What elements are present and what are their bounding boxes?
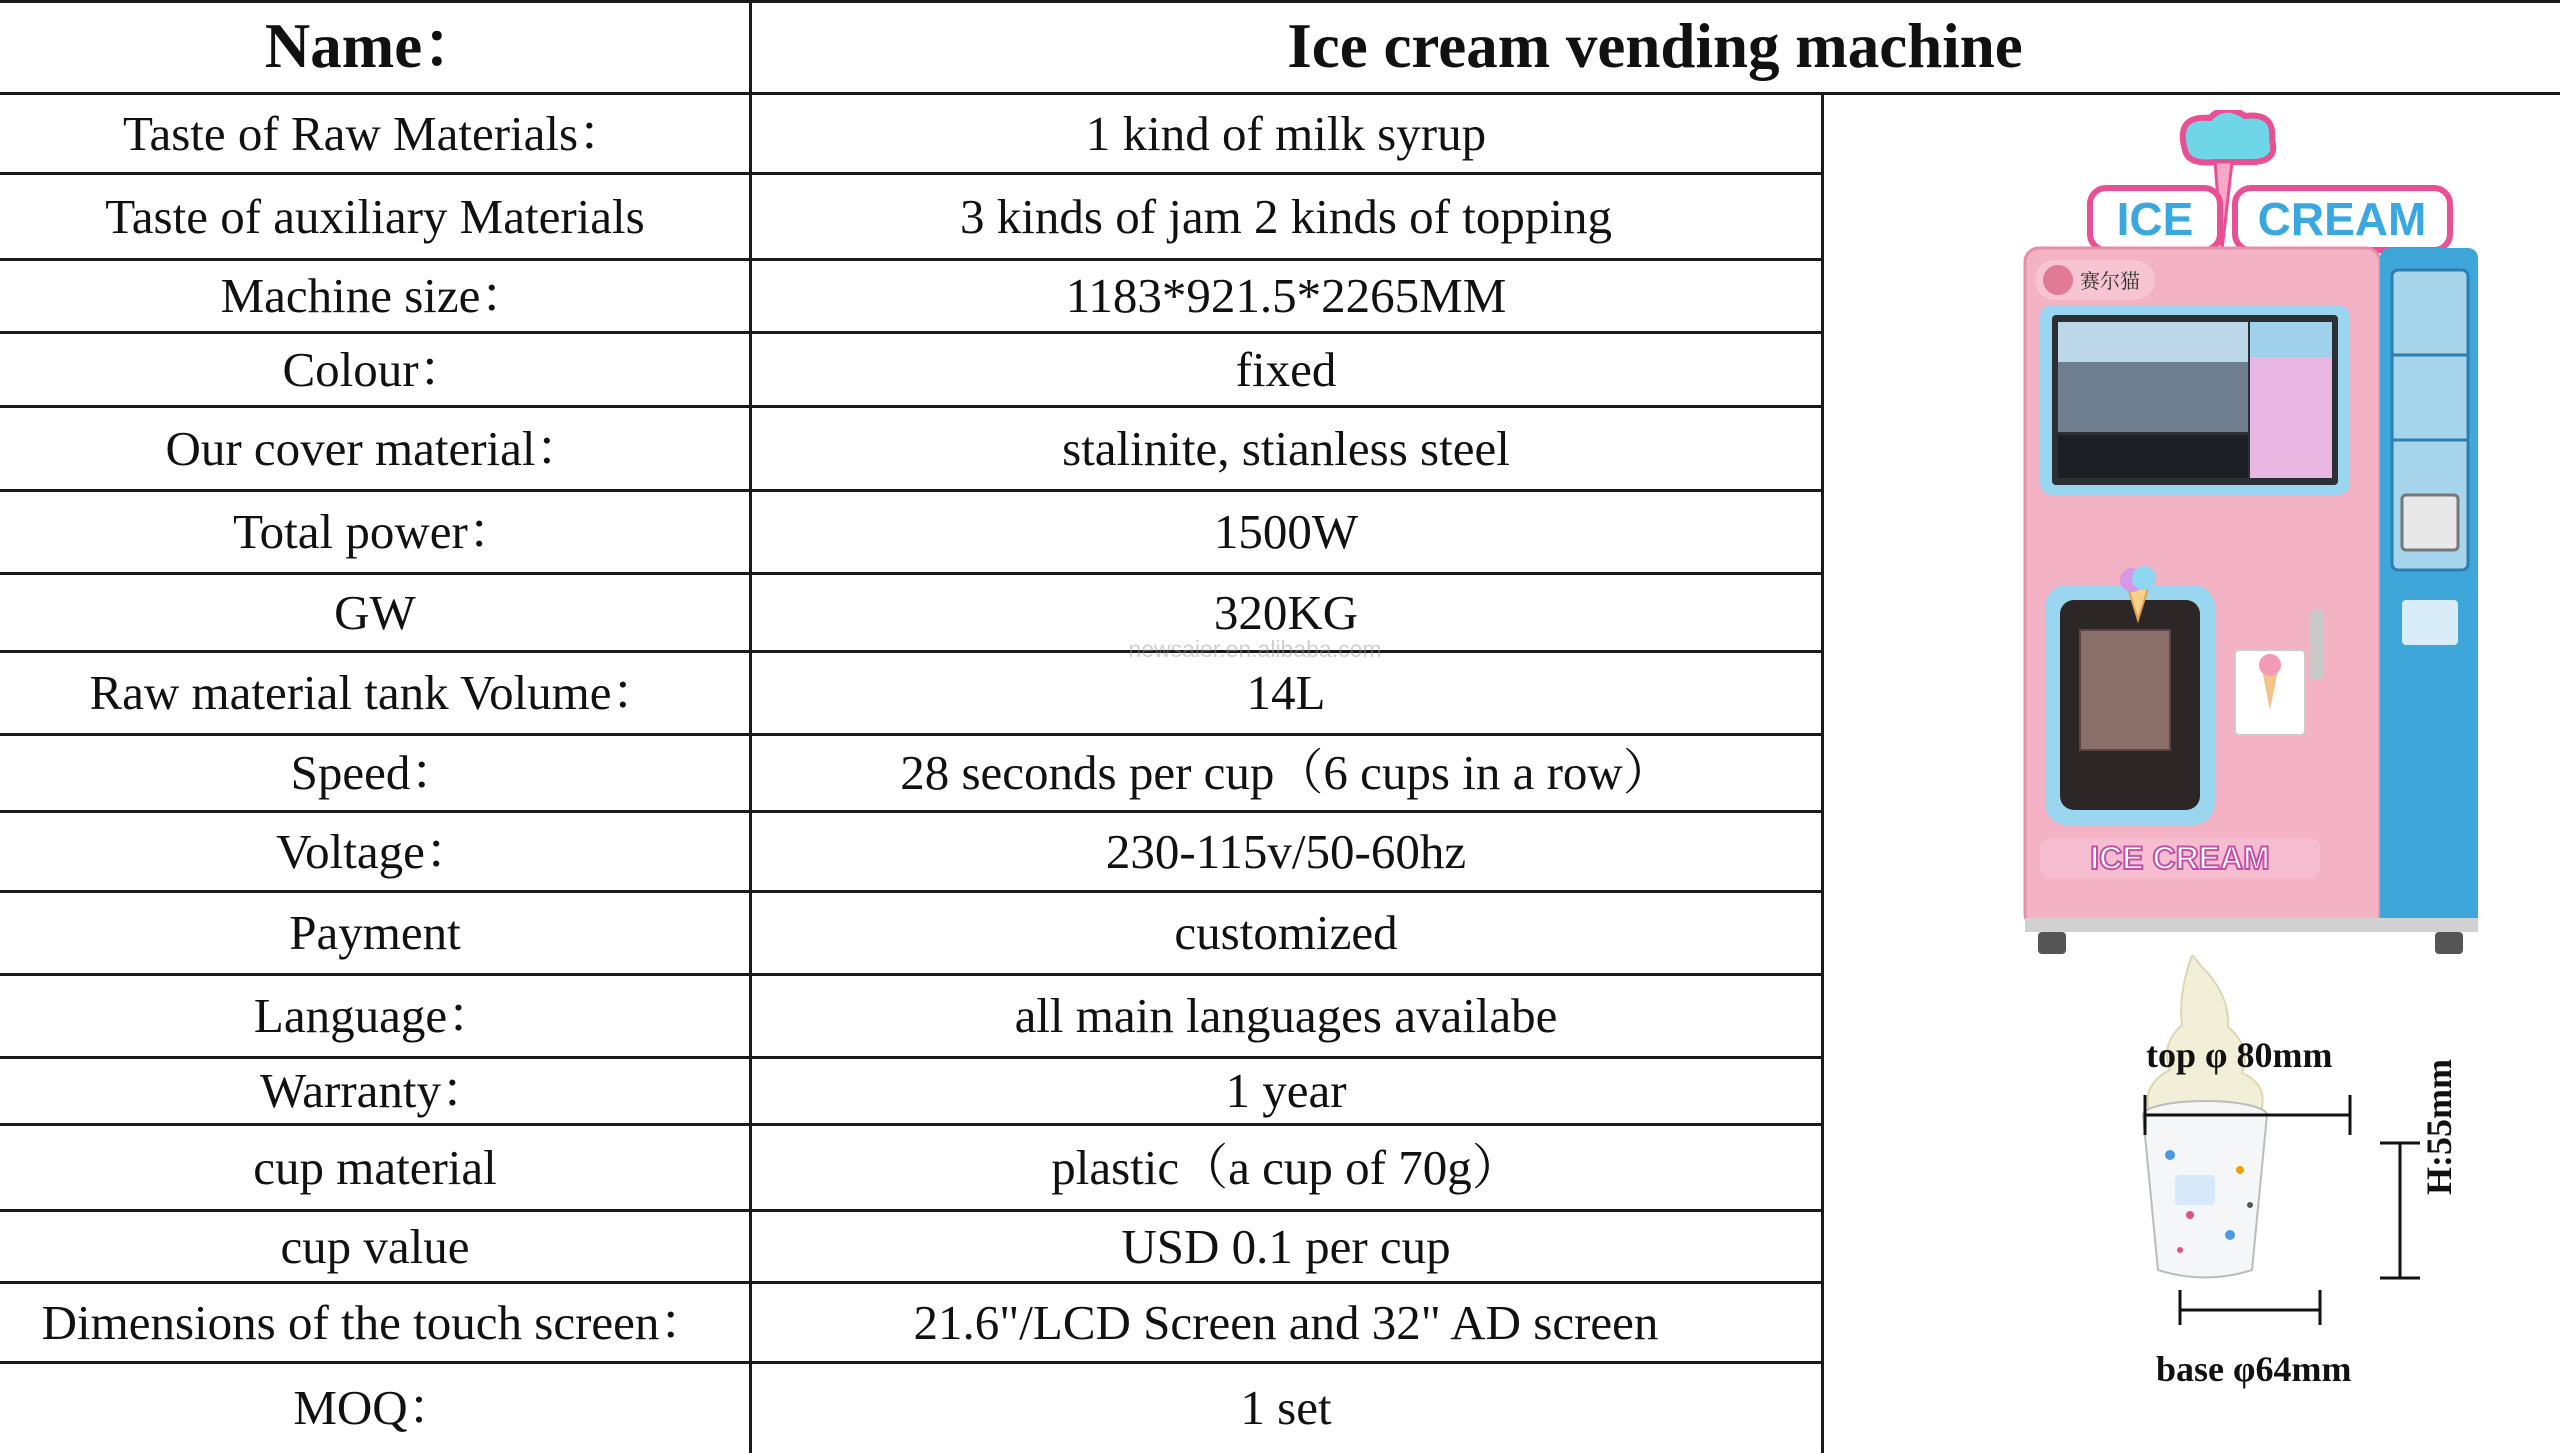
column-divider (1821, 93, 1824, 1453)
bottom-sign-text: ICE CREAM (2090, 840, 2270, 876)
spec-value: 28 seconds per cup（6 cups in a row） (900, 745, 1672, 800)
spec-label: cup material (253, 1139, 497, 1195)
spec-label: Raw material tank Volume： (89, 665, 661, 720)
spec-value: stalinite, stianless steel (1062, 420, 1510, 476)
spec-label: Warranty： (259, 1063, 491, 1118)
spec-value: customized (1174, 905, 1398, 960)
spec-label: Payment (289, 905, 461, 960)
spec-label: Voltage： (276, 823, 474, 879)
row-divider (0, 572, 1822, 575)
product-name: Ice cream vending machine (1287, 11, 2023, 81)
row-divider (0, 1123, 1822, 1126)
spec-value: fixed (1235, 341, 1337, 397)
machine-image (2010, 110, 2490, 970)
sign-text-left: ICE (2116, 193, 2194, 245)
row-divider (0, 810, 1822, 813)
sign-text-right: CREAM (2257, 193, 2427, 245)
row-divider (0, 1209, 1822, 1212)
spec-label: Taste of auxiliary Materials (105, 188, 645, 244)
spec-value: 1 set (1240, 1380, 1332, 1435)
row-divider (0, 1056, 1822, 1059)
spec-value: 320KG (1213, 584, 1359, 640)
cup-top-diameter: top φ 80mm (2146, 1035, 2333, 1075)
spec-label: Speed： (290, 745, 460, 800)
row-divider (0, 331, 1822, 334)
row-divider (0, 258, 1822, 261)
name-label: Name： (264, 11, 486, 81)
watermark: newsaier.en.alibaba.com (1128, 636, 1382, 662)
row-divider (0, 650, 1822, 653)
row-divider (0, 405, 1822, 408)
spec-label: Dimensions of the touch screen： (41, 1294, 709, 1350)
column-divider (749, 0, 752, 1453)
spec-label: Colour： (282, 341, 468, 397)
row-divider (0, 973, 1822, 976)
spec-value: plastic（a cup of 70g） (1051, 1139, 1521, 1195)
spec-label: cup value (280, 1218, 470, 1274)
brand-text: 赛尔猫 (2080, 269, 2140, 293)
spec-label: Total power： (233, 504, 517, 559)
spec-value: all main languages availabe (1014, 988, 1558, 1043)
ice-cream-sign (2090, 110, 2450, 250)
spec-value: 14L (1246, 665, 1326, 720)
spec-label: GW (334, 584, 416, 640)
row-divider (0, 890, 1822, 893)
spec-value: 230-115v/50-60hz (1105, 823, 1467, 879)
spec-label: MOQ： (293, 1380, 457, 1435)
row-divider (0, 1281, 1822, 1284)
spec-label: Machine size： (220, 268, 530, 323)
spec-value: USD 0.1 per cup (1121, 1218, 1451, 1274)
spec-label: Taste of Raw Materials： (122, 105, 628, 161)
header-divider (0, 92, 2560, 95)
spec-label: Language： (253, 988, 497, 1043)
spec-value: 1500W (1213, 504, 1359, 559)
spec-value: 1 year (1225, 1063, 1347, 1118)
row-divider (0, 733, 1822, 736)
spec-label: Our cover material： (165, 420, 585, 476)
spec-value: 21.6"/LCD Screen and 32" AD screen (913, 1294, 1659, 1350)
cup-base-diameter: base φ64mm (2156, 1349, 2352, 1389)
spec-value: 1 kind of milk syrup (1085, 105, 1487, 161)
cup-height: H:55mm (2419, 1059, 2459, 1195)
row-divider (0, 1361, 1822, 1364)
row-divider (0, 172, 1822, 175)
table-border-top (0, 0, 2560, 3)
spec-value: 1183*921.5*2265MM (1065, 268, 1507, 323)
spec-value: 3 kinds of jam 2 kinds of topping (960, 188, 1612, 244)
row-divider (0, 489, 1822, 492)
